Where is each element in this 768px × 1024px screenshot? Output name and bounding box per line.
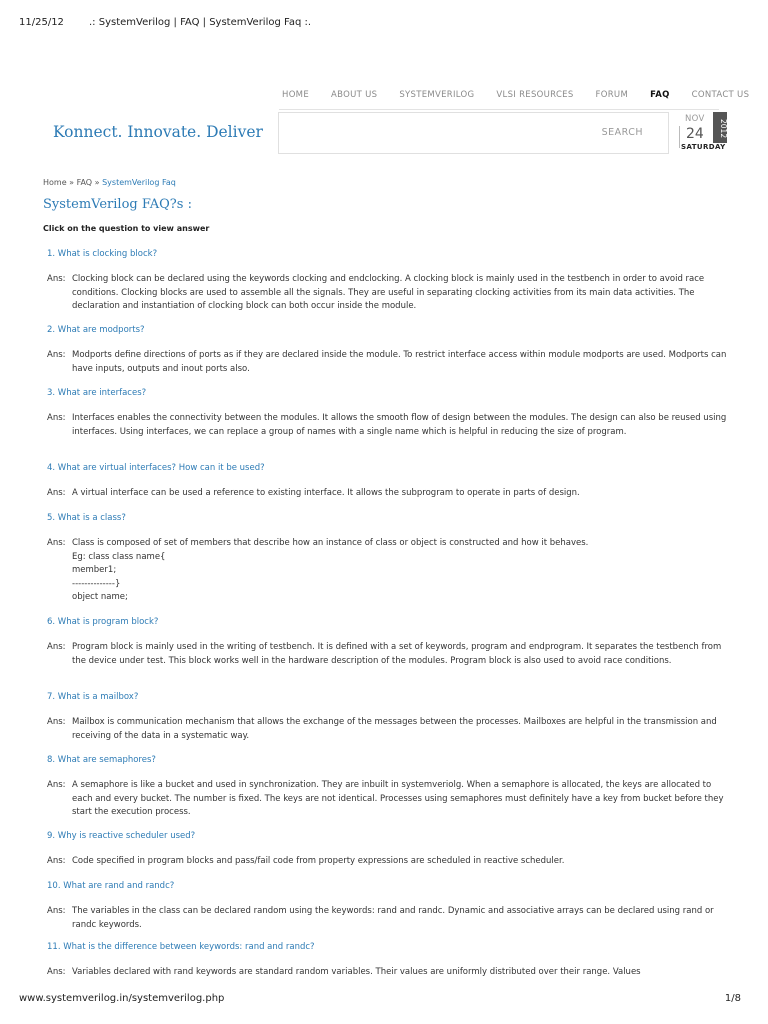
answer-label: Ans: [47,642,66,652]
faq-item [47,249,727,314]
print-footer-url: www.systemverilog.in/systemverilog.php [19,993,225,1004]
faq-answer: The variables in the class can be declared random using the keywords: rand and randc. Dynamic and associative arrays can be declared using rand or randc keywords. [72,906,714,930]
nav-about-us[interactable]: ABOUT US [331,90,378,100]
answer-label: Ans: [47,488,66,498]
breadcrumb-separator: » [92,178,103,187]
answer-label: Ans: [47,350,66,360]
faq-item [47,463,727,501]
faq-question[interactable]: 1. What is clocking block? [47,249,158,259]
nav-forum[interactable]: FORUM [595,90,629,100]
faq-question[interactable]: 11. What is the difference between keywords: rand and randc? [47,942,315,952]
faq-question[interactable]: 4. What are virtual interfaces? How can it be used? [47,463,265,473]
faq-item [47,617,727,668]
search-button[interactable]: SEARCH [601,127,643,138]
faq-question[interactable]: 2. What are modports? [47,325,145,335]
date-weekday: SATURDAY [681,143,726,151]
page-title: SystemVerilog FAQ?s : [43,197,192,212]
date-year-badge [713,112,727,143]
faq-question[interactable]: 6. What is program block? [47,617,159,627]
main-nav [282,90,768,100]
faq-question[interactable]: 7. What is a mailbox? [47,692,139,702]
date-year: 2012 [719,119,728,139]
date-divider [679,126,680,148]
nav-faq[interactable]: FAQ [650,90,670,100]
site-tagline: Konnect. Innovate. Deliver [53,123,263,141]
answer-label: Ans: [47,967,66,977]
faq-answer: Mailbox is communication mechanism that allows the exchange of the messages between the processes. Mailboxes are helpful in the transmission and receiving of the data in a systematic way. [72,717,717,741]
faq-question[interactable]: 8. What are semaphores? [47,755,156,765]
print-header [19,17,312,28]
nav-systemverilog[interactable]: SYSTEMVERILOG [399,90,475,100]
breadcrumb-faq[interactable]: FAQ [76,178,93,187]
nav-contact-us[interactable]: CONTACT US [691,90,750,100]
faq-question[interactable]: 10. What are rand and randc? [47,881,175,891]
answer-label: Ans: [47,538,66,548]
date-month: NOV [685,114,705,124]
faq-item [47,831,727,869]
faq-answer: Code specified in program blocks and pass/fail code from property expressions are scheduled in reactive scheduler. [72,856,565,866]
faq-item [47,388,727,439]
nav-vlsi-resources[interactable]: VLSI RESOURCES [496,90,574,100]
faq-answer: Clocking block can be declared using the keywords clocking and endclocking. A clocking block is mainly used in the testbench in order to avoid race conditions. Clocking blocks are used to assemble all the signals. They are useful in separating clocking activities from its main data activities. The declaration and instantiation of clocking block can both occur inside the module. [72,274,705,311]
faq-item [47,881,727,932]
faq-answer: A semaphore is like a bucket and used in synchronization. They are inbuilt in systemveriolg. When a semaphore is allocated, the keys are allocated to each and every bucket. The number is fixed. The keys are not identical. Processes using semaphores must definitely have a key from bucket before they start the execution process. [72,780,724,817]
answer-label: Ans: [47,780,66,790]
breadcrumb-current[interactable]: SystemVerilog Faq [102,178,176,187]
faq-answer: Class is composed of set of members that describe how an instance of class or object is constructed and how it behaves. Eg: class class name{ member1; --------------} object name; [72,538,589,602]
breadcrumb-home[interactable]: Home [43,178,67,187]
date-widget [677,112,737,154]
faq-item [47,692,727,743]
nav-home[interactable]: HOME [282,90,309,100]
nav-divider [279,109,719,110]
faq-answer: Interfaces enables the connectivity between the modules. It allows the smooth flow of design between the modules. The design can also be reused using interfaces. Using interfaces, we can replace a group of names with a single name which is helpful in reducing the size of program. [72,413,727,437]
faq-answer: Program block is mainly used in the writing of testbench. It is defined with a set of keywords, program and endprogram. It separates the testbench from the device under test. This block works well in the hardware description of the modules. Program block is also used to avoid race conditions. [72,642,722,666]
faq-answer: A virtual interface can be used a reference to existing interface. It allows the subprogram to operate in parts of design. [72,488,580,498]
faq-question[interactable]: 3. What are interfaces? [47,388,147,398]
faq-answer: Variables declared with rand keywords are standard random variables. Their values are uniformly distributed over their range. Values [72,967,641,977]
print-footer-page: 1/8 [724,993,741,1004]
search-box [278,112,669,154]
answer-label: Ans: [47,717,66,727]
answer-label: Ans: [47,413,66,423]
faq-question[interactable]: 9. Why is reactive scheduler used? [47,831,196,841]
breadcrumb-separator: » [66,178,77,187]
answer-label: Ans: [47,856,66,866]
faq-item [47,942,727,980]
faq-item [47,325,727,376]
print-page-title: .: SystemVerilog | FAQ | SystemVerilog Faq :. [89,17,312,28]
answer-label: Ans: [47,274,66,284]
breadcrumb [43,178,176,187]
faq-answer: Modports define directions of ports as if they are declared inside the module. To restrict interface access within module modports are used. Modports can have inputs, outputs and inout ports also. [72,350,727,374]
instruction-text: Click on the question to view answer [43,224,210,233]
faq-question[interactable]: 5. What is a class? [47,513,126,523]
faq-item [47,513,727,605]
date-day: 24 [686,126,704,142]
answer-label: Ans: [47,906,66,916]
search-input[interactable] [287,123,591,145]
print-date: 11/25/12 [19,17,64,28]
faq-item [47,755,727,820]
